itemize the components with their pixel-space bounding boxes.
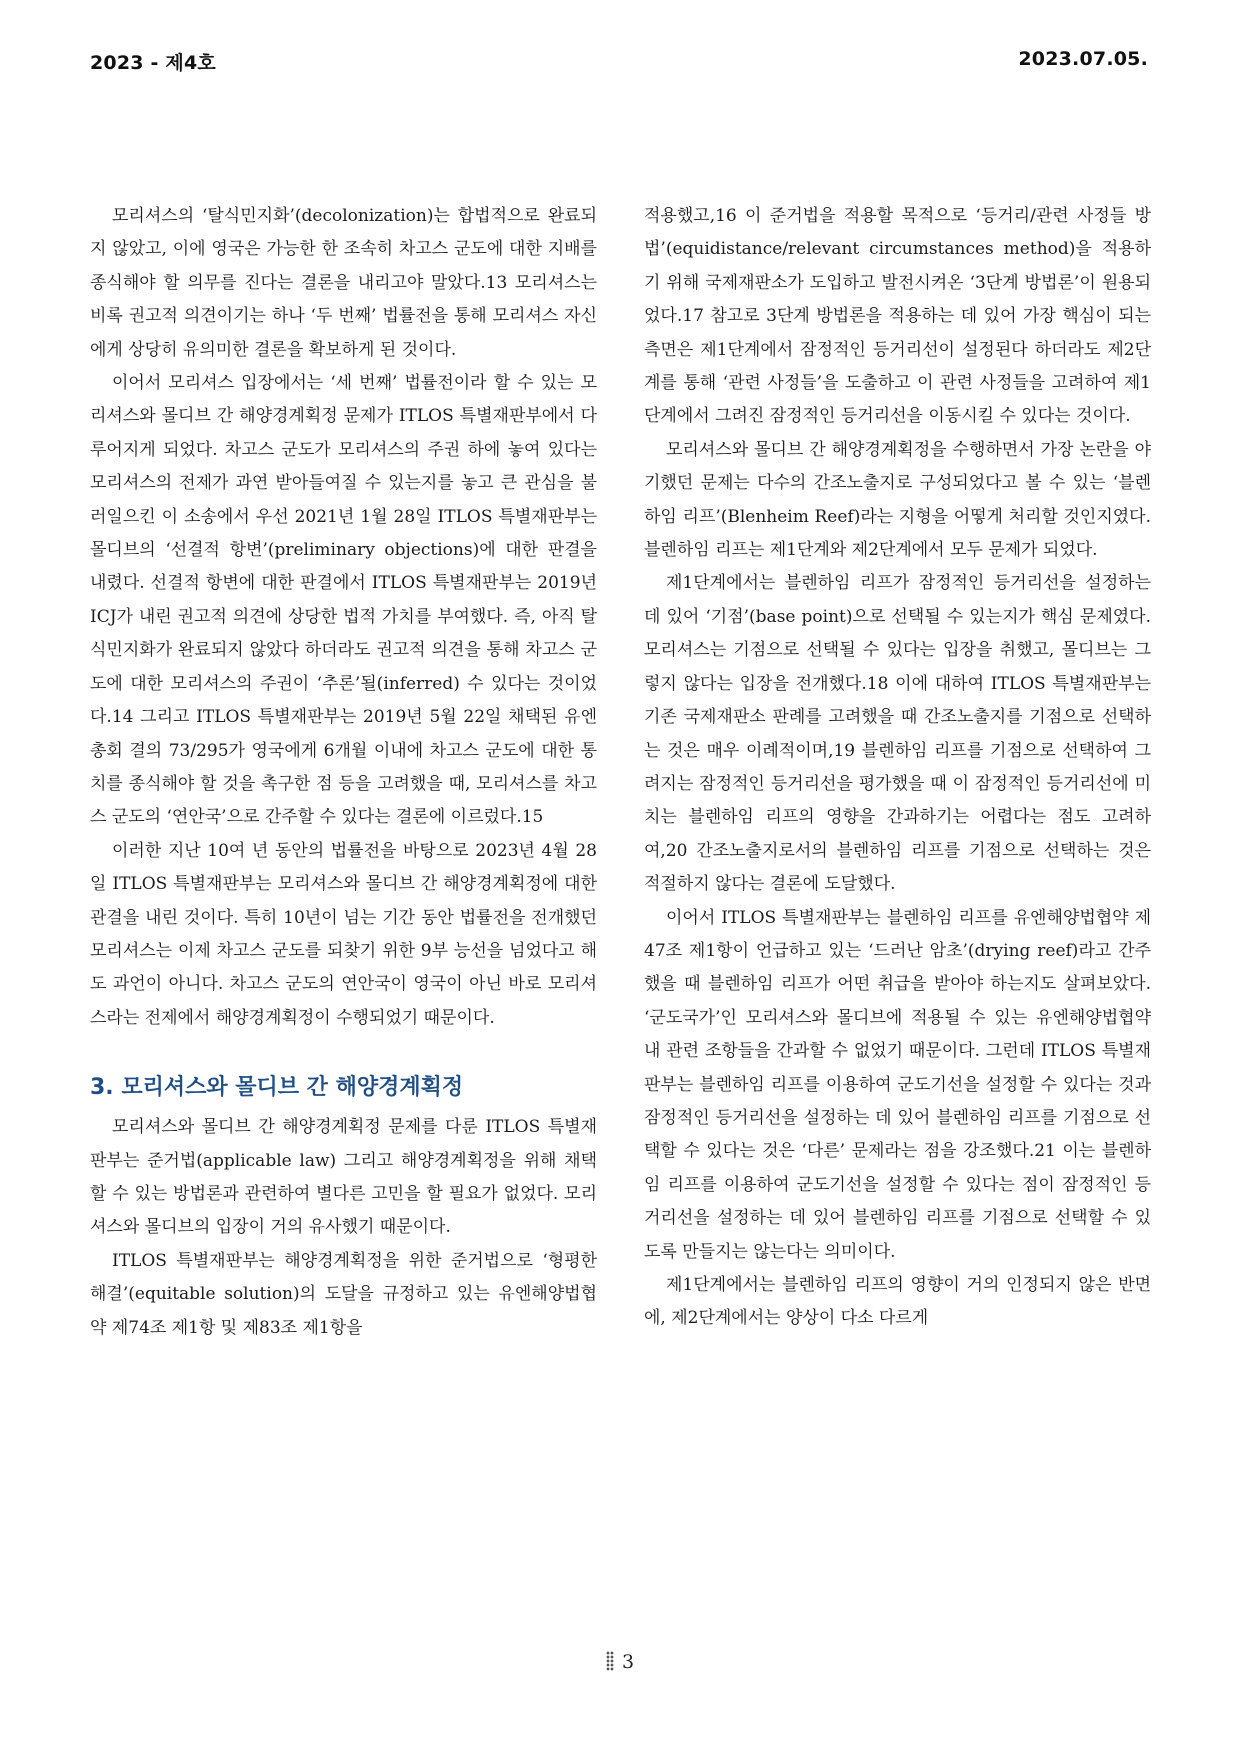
left-column xyxy=(90,200,597,1345)
paragraph: 이러한 지난 10여 년 동안의 법률전을 바탕으로 2023년 4월 28일 ITLOS 특별재판부는 모리셔스와 몰디브 간 해양경계획정에 대한 관결을 내린 것이다. 특히 10년이 넘는 기간 동안 법률전을 전개했던 모리셔스는 이제 차고스 군도를 되찾기 위한 9부 능선을 넘었다고 해도 과언이 아니다. 차고스 군도의 연안국이 영국이 아닌 바로 모리셔스라는 전제에서 해양경계획정이 수행되었기 때문이다. xyxy=(90,840,597,1028)
paragraph: 모리셔스와 몰디브 간 해양경계획정을 수행하면서 가장 논란을 야기했던 문제는 다수의 간조노출지로 구성되었다고 볼 수 있는 ‘블렌하임 리프’(Blenheim Reef)라는 지형을 어떻게 처리할 것인지였다. 블렌하임 리프는 제1단계와 제2단계에서 모두 문제가 되었다. xyxy=(644,439,1151,561)
publication-date: 2023.07.05. xyxy=(1018,48,1148,70)
paragraph: 이어서 ITLOS 특별재판부는 블렌하임 리프를 유엔해양법협약 제47조 제1항이 언급하고 있는 ‘드러난 암초’(drying reef)라고 간주했을 때 블렌하임 리프가 어떤 취급을 받아야 하는지도 살펴보았다. ‘군도국가’인 모리셔스와 몰디브에 적용될 수 있는 유엔해양법협약 내 관련 조항들을 간과할 수 없었기 때문이다. 그런데 ITLOS 특별재판부는 블렌하임 리프를 이용하여 군도기선을 설정할 수 있다는 것과 잠정적인 등거리선을 설정하는 데 있어 블렌하임 리프를 기점으로 선택할 수 있다는 것은 ‘다른’ 문제라는 점을 강조했다.21 이는 블렌하임 리프를 이용하여 군도기선을 설정할 수 있다는 점이 잠정적인 등거리선을 설정하는 데 있어 블렌하임 리프를 기점으로 선택할 수 있도록 만들지는 않는다는 의미이다. xyxy=(644,907,1151,1262)
page-number: 3 xyxy=(621,1651,635,1673)
paragraph: 모리셔스의 ‘탈식민지화’(decolonization)는 합법적으로 완료되지 않았고, 이에 영국은 가능한 한 조속히 차고스 군도에 대한 지배를 종식해야 할 의무를 진다는 결론을 내리고야 말았다.13 모리셔스는 비록 권고적 의견이기는 하나 ‘두 번째’ 법률전을 통해 모리셔스 자신에게 상당히 유의미한 결론을 확보하게 된 것이다. xyxy=(90,206,597,360)
page-footer xyxy=(0,1651,1240,1673)
issue-number: 2023 - 제4호 xyxy=(90,52,216,74)
paragraph: 제1단계에서는 블렌하임 리프가 잠정적인 등거리선을 설정하는 데 있어 ‘기점’(base point)으로 선택될 수 있는지가 핵심 문제였다. 모리셔스는 기점으로 선택될 수 있다는 입장을 취했고, 몰디브는 그렇지 않다는 입장을 전개했다.18 이에 대하여 ITLOS 특별재판부는 기존 국제재판소 판례를 고려했을 때 간조노출지를 기점으로 선택하는 것은 매우 이례적이며,19 블렌하임 리프를 기점으로 선택하여 그려지는 잠정적인 등거리선을 평가했을 때 이 잠정적인 등거리선에 미치는 블렌하임 리프의 영향을 간과하기는 어렵다는 점도 고려하여,20 간조노출지로서의 블렌하임 리프를 기점으로 선택하는 것은 적절하지 않다는 결론에 도달했다. xyxy=(644,573,1151,895)
dotted-separator-icon xyxy=(606,1651,614,1671)
paragraph: 제1단계에서는 블렌하임 리프의 영향이 거의 인정되지 않은 반면에, 제2단계에서는 양상이 다소 다르게 xyxy=(644,1275,1151,1329)
right-column xyxy=(644,200,1151,1336)
paragraph: 적용했고,16 이 준거법을 적용할 목적으로 ‘등거리/관련 사정들 방법’(equidistance/relevant circumstances method)을 적용하기 위해 국제재판소가 도입하고 발전시켜온 ‘3단계 방법론’이 원용되었다.17 참고로 3단계 방법론을 적용하는 데 있어 가장 핵심이 되는 측면은 제1단계에서 잠정적인 등거리선이 설정된다 하더라도 제2단계를 통해 ‘관련 사정들’을 도출하고 이 관련 사정들을 고려하여 제1단계에서 그려진 잠정적인 등거리선을 이동시킬 수 있다는 것이다. xyxy=(644,206,1151,427)
paragraph: 모리셔스와 몰디브 간 해양경계획정 문제를 다룬 ITLOS 특별재판부는 준거법(applicable law) 그리고 해양경계획정을 위해 채택할 수 있는 방법론과 관련하여 별다른 고민을 할 필요가 없었다. 모리셔스와 몰디브의 입장이 거의 유사했기 때문이다. xyxy=(90,1117,597,1238)
paragraph: 이어서 모리셔스 입장에서는 ‘세 번째’ 법률전이라 할 수 있는 모리셔스와 몰디브 간 해양경계획정 문제가 ITLOS 특별재판부에서 다루어지게 되었다. 차고스 군도가 모리셔스의 주권 하에 놓여 있다는 모리셔스의 전제가 과연 받아들여질 수 있는지를 놓고 큰 관심을 불러일으킨 이 소송에서 우선 2021년 1월 28일 ITLOS 특별재판부는 몰디브의 ‘선결적 항변’(preliminary objections)에 대한 판결을 내렸다. 선결적 항변에 대한 판결에서 ITLOS 특별재판부는 2019년 ICJ가 내린 권고적 의견에 상당한 법적 가치를 부여했다. 즉, 아직 탈식민지화가 완료되지 않았다 하더라도 권고적 의견을 통해 차고스 군도에 대한 모리셔스의 주권이 ‘추론’될(inferred) 수 있다는 것이었다.14 그리고 ITLOS 특별재판부는 2019년 5월 22일 채택된 유엔 총회 결의 73/295가 영국에게 6개월 이내에 차고스 군도에 대한 통치를 종식해야 할 것을 촉구한 점 등을 고려했을 때, 모리셔스를 차고스 군도의 ‘연안국’으로 간주할 수 있다는 결론에 이르렀다.15 xyxy=(90,373,597,828)
section-heading: 3. 모리셔스와 몰디브 간 해양경계획정 xyxy=(90,1075,464,1101)
paragraph: ITLOS 특별재판부는 해양경계획정을 위한 준거법으로 ‘형평한 해결’(equitable solution)의 도달을 규정하고 있는 유엔해양법협약 제74조 제1항 및 제83조 제1항을 xyxy=(90,1250,597,1338)
